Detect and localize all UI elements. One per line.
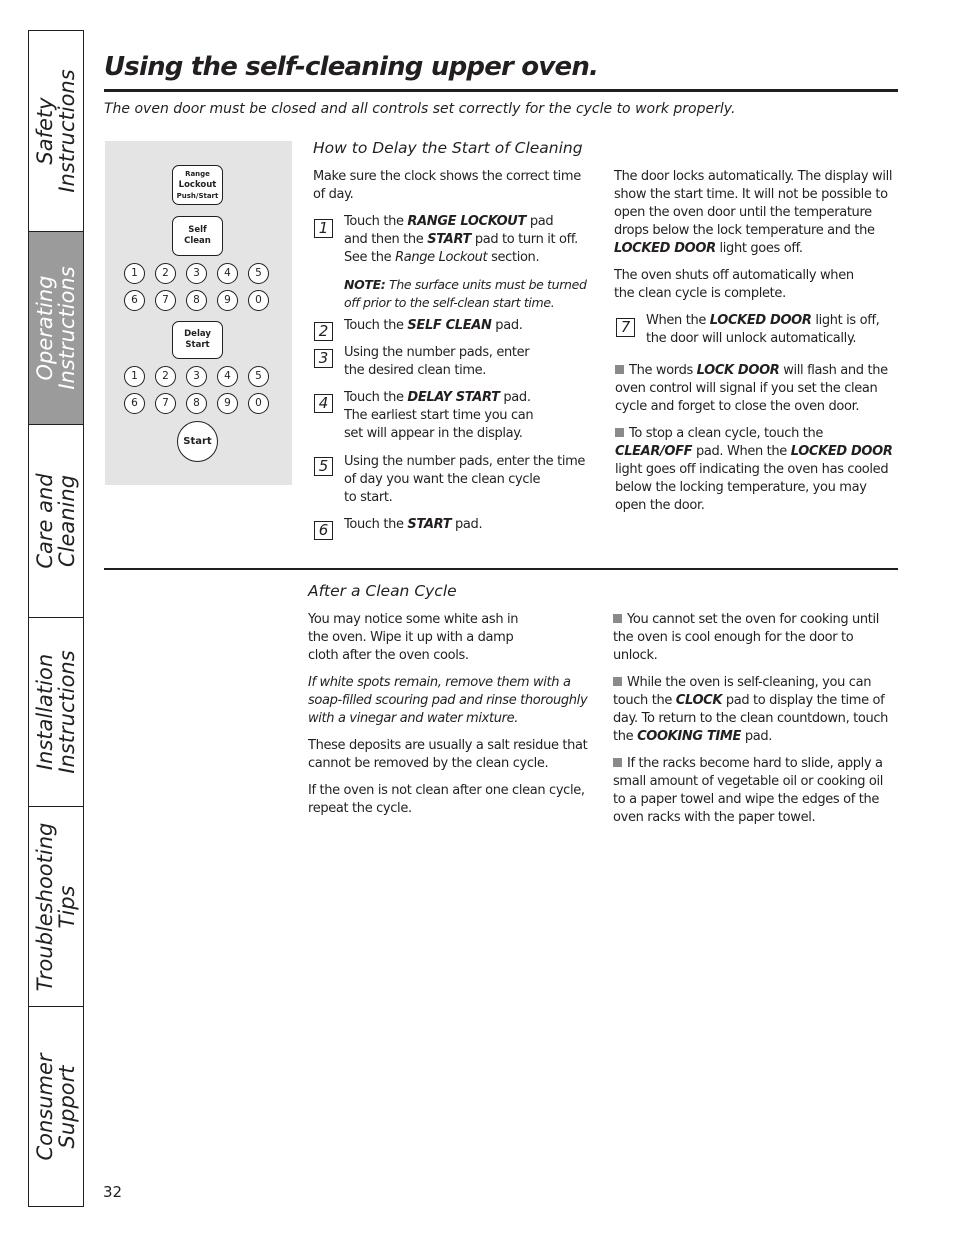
- number-key: 8: [186, 393, 207, 414]
- bullet-text: To stop a clean cycle, touch the CLEAR/OFF pad. When the LOCKED DOOR light goes off indicating the oven has cooled below the locking temperature, you may open the door.: [615, 426, 893, 513]
- number-key: 5: [248, 263, 269, 284]
- number-key: 6: [124, 393, 145, 414]
- page-title: Using the self-cleaning upper oven.: [104, 52, 599, 82]
- number-key: 7: [155, 393, 176, 414]
- step-4-text: Touch the DELAY START pad. The earliest start time you can set will appear in the display.: [344, 390, 534, 441]
- step-number: 4: [314, 394, 333, 413]
- after-p4: If the oven is not clean after one clean cycle, repeat the cycle.: [308, 783, 585, 816]
- delay-start-key: [172, 321, 223, 359]
- note-label: NOTE:: [344, 277, 386, 292]
- page-number: 32: [103, 1183, 123, 1201]
- section-divider: [104, 568, 898, 570]
- bullet-icon: [613, 614, 622, 623]
- step-3-text: Using the number pads, enter the desired clean time.: [344, 345, 530, 378]
- delay-intro: Make sure the clock shows the correct time of day.: [313, 169, 581, 202]
- number-key: 4: [217, 263, 238, 284]
- note-text: [344, 276, 599, 312]
- after-p2: If white spots remain, remove them with a soap-filled scouring pad and rinse thoroughly with a vinegar and water mixture.: [308, 675, 588, 726]
- delay-heading: How to Delay the Start of Cleaning: [313, 139, 583, 157]
- number-key: 1: [124, 263, 145, 284]
- number-key: 6: [124, 290, 145, 311]
- tab-installation-instructions[interactable]: [29, 618, 83, 807]
- after-p1: You may notice some white ash in the oven. Wipe it up with a damp cloth after the oven cools.: [308, 612, 519, 663]
- number-key: 4: [217, 366, 238, 387]
- start-key: Start: [177, 421, 218, 462]
- tab-safety-instructions[interactable]: [29, 31, 83, 232]
- tab-label: Safety Instructions: [33, 69, 79, 193]
- number-key: 5: [248, 366, 269, 387]
- tab-label: Troubleshooting Tips: [33, 822, 79, 991]
- tab-label: Installation Instructions: [33, 650, 79, 774]
- number-key: 8: [186, 290, 207, 311]
- key-label: Push/Start: [176, 191, 219, 200]
- bullet-icon: [613, 758, 622, 767]
- key-label: Clean: [184, 236, 211, 246]
- bullet-text: You cannot set the oven for cooking until the oven is cool enough for the door to unlock.: [613, 612, 880, 663]
- number-key: 0: [248, 393, 269, 414]
- bullet-icon: [613, 677, 622, 686]
- key-label: Range: [185, 169, 210, 178]
- title-divider: [104, 89, 898, 92]
- bullet-text: The words LOCK DOOR will flash and the oven control will signal if you set the clean cycle and forget to close the oven door.: [615, 363, 888, 414]
- tab-label: Operating Instructions: [33, 266, 79, 390]
- after-bullet-2: [613, 674, 898, 746]
- range-lockout-key: [172, 165, 223, 205]
- bullet-text: If the racks become hard to slide, apply a small amount of vegetable oil or cooking oil to a paper towel and wipe the edges of the oven racks with the paper towel.: [613, 756, 884, 825]
- step-1-text: Touch the RANGE LOCKOUT pad and then the START pad to turn it off. See the Range Lockout section.: [344, 214, 578, 265]
- number-key: 9: [217, 393, 238, 414]
- tab-consumer-support[interactable]: [29, 1007, 83, 1206]
- key-label: Start: [185, 340, 210, 350]
- step-7-text: When the LOCKED DOOR light is off, the door will unlock automatically.: [646, 313, 880, 346]
- door-lock-paragraph: The door locks automatically. The display will show the start time. It will not be possible to open the oven door until the temperature drops below the lock temperature and the LOCKED DOOR light goes off.: [614, 169, 893, 256]
- after-p3: These deposits are usually a salt residue that cannot be removed by the clean cycle.: [308, 738, 588, 771]
- step-number: 2: [314, 322, 333, 341]
- tab-operating-instructions[interactable]: [29, 232, 83, 425]
- key-label: Delay: [184, 329, 211, 339]
- number-key: 2: [155, 366, 176, 387]
- section-tabs: [28, 30, 84, 1207]
- number-key: 1: [124, 366, 145, 387]
- step-2-text: Touch the SELF CLEAN pad.: [344, 318, 523, 333]
- number-key: 7: [155, 290, 176, 311]
- bullet-lock-door: [615, 362, 900, 416]
- tab-care-and-cleaning[interactable]: [29, 425, 83, 618]
- page-subtitle: The oven door must be closed and all controls set correctly for the cycle to work properly.: [104, 101, 736, 117]
- self-clean-key: [172, 216, 223, 256]
- bullet-stop-clean: [615, 425, 900, 515]
- bullet-icon: [615, 428, 624, 437]
- after-clean-heading: After a Clean Cycle: [308, 582, 457, 600]
- tab-troubleshooting-tips[interactable]: [29, 807, 83, 1007]
- key-label: Lockout: [178, 179, 217, 190]
- number-key: 9: [217, 290, 238, 311]
- number-key: 2: [155, 263, 176, 284]
- shutoff-paragraph: The oven shuts off automatically when the clean cycle is complete.: [614, 268, 854, 301]
- key-label: Self: [188, 225, 207, 235]
- step-number: 7: [616, 318, 635, 337]
- step-5-text: Using the number pads, enter the time of day you want the clean cycle to start.: [344, 454, 586, 505]
- step-number: 5: [314, 457, 333, 476]
- step-number: 1: [314, 219, 333, 238]
- bullet-icon: [615, 365, 624, 374]
- step-6-text: Touch the START pad.: [344, 517, 483, 532]
- note-body: The surface units must be turned off prior to the self-clean start time.: [344, 277, 587, 310]
- after-bullet-1: [613, 611, 898, 665]
- number-key: 3: [186, 263, 207, 284]
- after-bullet-3: [613, 755, 898, 827]
- step-number: 6: [314, 521, 333, 540]
- tab-label: Consumer Support: [33, 1052, 79, 1161]
- step-number: 3: [314, 349, 333, 368]
- keypad-illustration: [105, 141, 292, 485]
- number-key: 3: [186, 366, 207, 387]
- number-key: 0: [248, 290, 269, 311]
- tab-label: Care and Cleaning: [33, 473, 79, 569]
- bullet-text: While the oven is self-cleaning, you can touch the CLOCK pad to display the time of day. To return to the clean countdown, touch the COOKING TIME pad.: [613, 675, 889, 744]
